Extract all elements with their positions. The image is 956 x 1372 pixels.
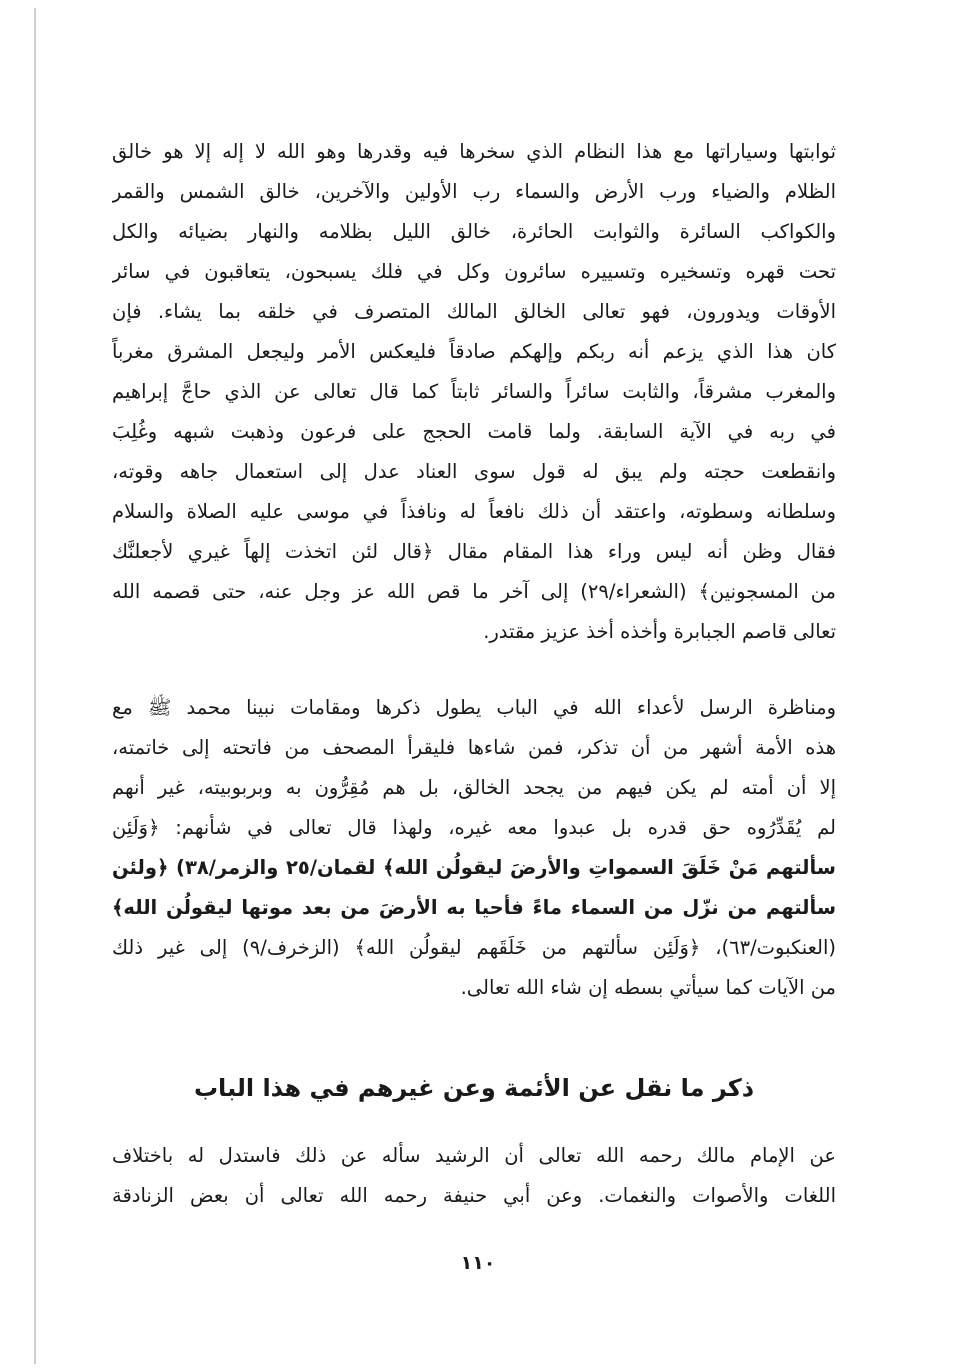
text-line: لم يُقَدِّرُوه حق قدره بل عبدوا معه غيره، ولهذا قال تعالى في شأنهم: ﴿وَلَئِن <box>112 816 836 839</box>
text-line: وانقطعت حجته ولم يبق له قول سوى العناد عدل إلى استعمال جاهه وقوته، <box>112 460 836 483</box>
text-line-quran: سألتهم مَنْ خَلَقَ السمواتِ والأرضَ ليقولُن الله﴾ لقمان/٢٥ والزمر/٣٨) ﴿ولئن <box>112 856 836 879</box>
text-line: في ربه في الآية السابقة. ولما قامت الحجج على فرعون وذهبت شبهه وغُلِبَ <box>112 420 836 443</box>
text-line: وسلطانه وسطوته، واعتقد أن ذلك نافعاً له ونافذاً في موسى عليه الصلاة والسلام <box>112 500 836 523</box>
paragraph-three <box>112 1136 836 1216</box>
scan-edge-divider <box>34 8 36 1364</box>
text-line: والكواكب السائرة والثوابت الحائرة، خالق الليل بظلامه والنهار بضيائه والكل <box>112 220 836 243</box>
text-line: (العنكبوت/٦٣)، ﴿وَلَئِن سألتهم من خَلَقَهم ليقولُن الله﴾ (الزخرف/٩) إلى غير ذلك <box>112 936 836 959</box>
page-number: ١١٠ <box>460 1252 496 1274</box>
section-heading: ذكر ما نقل عن الأئمة وعن غيرهم في هذا الباب <box>193 1074 755 1102</box>
text-line: من المسجونين﴾ (الشعراء/٢٩) إلى آخر ما قص الله عز وجل عنه، حتى قصمه الله <box>112 580 836 603</box>
text-line: كان هذا الذي يزعم أنه ربكم وإلهكم صادقاً فليعكس الأمر وليجعل المشرق مغرباً <box>112 340 836 363</box>
text-line: إلا أن أمته لم يكن فيهم من يجحد الخالق، بل هم مُقِرُّون به وبربوبيته، غير أنهم <box>112 776 836 799</box>
text-line: هذه الأمة أشهر من أن تذكر، فمن شاءها فليقرأ المصحف من فاتحته إلى خاتمته، <box>112 736 836 759</box>
text-line: والمغرب مشرقاً، والثابت سائراً والسائر ثابتاً كما قال تعالى عن الذي حاجَّ إبراهيم <box>112 380 836 403</box>
text-line: ثوابتها وسياراتها مع هذا النظام الذي سخرها فيه وقدرها وهو الله لا إله إلا هو خالق <box>112 140 836 163</box>
text-line-last: تعالى قاصم الجبابرة وأخذه أخذ عزيز مقتدر. <box>483 620 836 643</box>
paragraph-two <box>112 688 836 1008</box>
text-line: اللغات والأصوات والنغمات. وعن أبي حنيفة رحمه الله تعالى أن بعض الزنادقة <box>112 1184 836 1207</box>
text-line: ومناظرة الرسل لأعداء الله في الباب يطول ذكرها ومقامات نبينا محمد ﷺ مع <box>112 696 836 719</box>
text-line-last: من الآيات كما سيأتي بسطه إن شاء الله تعالى. <box>460 976 836 999</box>
text-line-quran: فقال وظن أنه ليس وراء هذا المقام مقال ﴿قال لئن اتخذت إلهاً غيري لأجعلنَّك <box>112 540 836 563</box>
text-line-quran: سألتهم من نزّل من السماء ماءً فأحيا به الأرضَ من بعد موتها ليقولُن الله﴾ <box>112 896 836 919</box>
text-line: الظلام والضياء ورب الأرض والسماء رب الأولين والآخرين، خالق الشمس والقمر <box>112 180 836 203</box>
text-line: تحت قهره وتسخيره وتسييره سائرون وكل في فلك يسبحون، يتعاقبون في سائر <box>112 260 836 283</box>
paragraph-one <box>112 132 836 652</box>
text-line: الأوقات ويدورون، فهو تعالى الخالق المالك المتصرف في خلقه بما يشاء. فإن <box>112 300 836 323</box>
text-line: عن الإمام مالك رحمه الله تعالى أن الرشيد سأله عن ذلك فاستدل له باختلاف <box>112 1144 836 1167</box>
